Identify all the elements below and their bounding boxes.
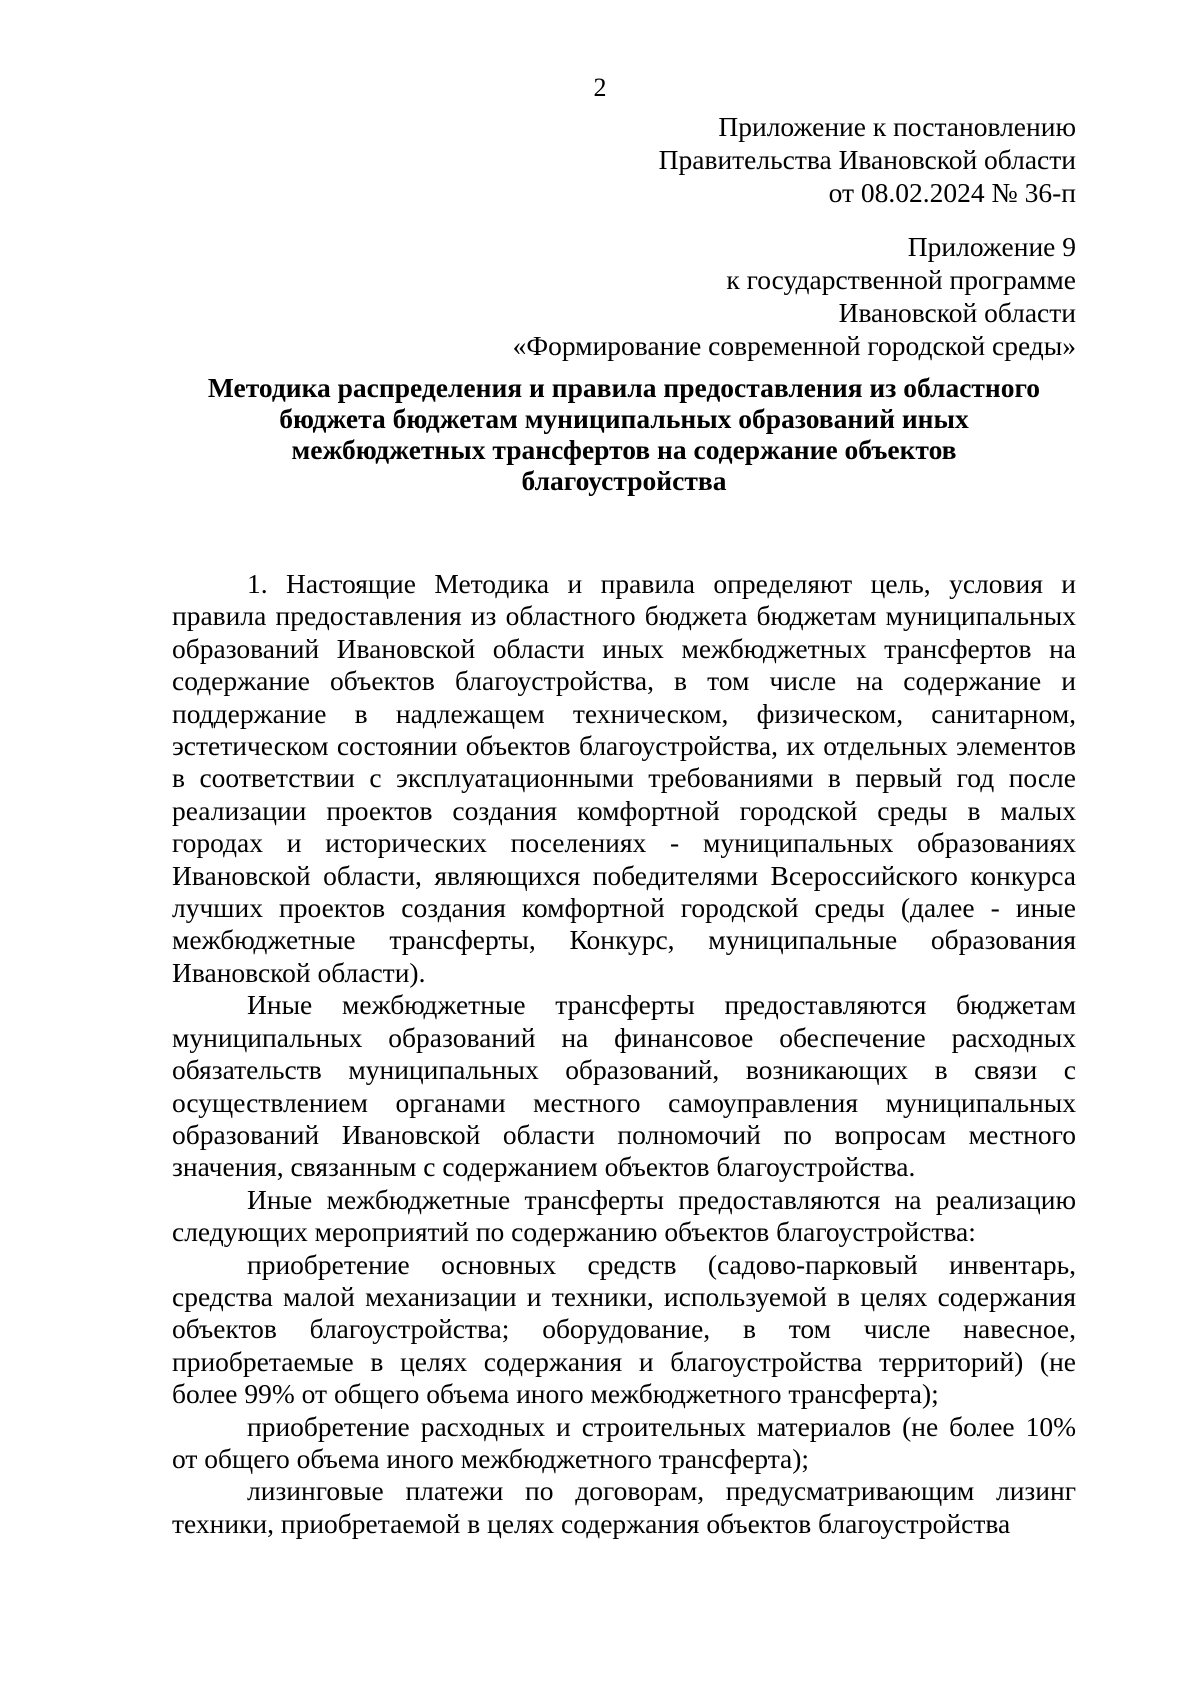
resolution-appendix-header <box>659 110 1076 209</box>
document-title <box>172 372 1076 496</box>
document-title-line: бюджета бюджетам муниципальных образований иных <box>279 403 969 434</box>
document-title-line: Методика распределения и правила предоставления из областного <box>207 372 1041 403</box>
body-paragraph: приобретение основных средств (садово-парковый инвентарь, средства малой механизации и техники, используемой в целях содержания объектов благоустройства; оборудование, в том числе навесное, приобретаемые в целях содержания и благоустройства территорий) (не более 99% от общего объема иного межбюджетного трансферта); <box>172 1248 1076 1410</box>
program-appendix-line: «Формирование современной городской среды» <box>512 330 1076 361</box>
resolution-appendix-line: от 08.02.2024 № 36-п <box>828 177 1076 208</box>
resolution-appendix-line: Приложение к постановлению <box>718 111 1076 142</box>
program-appendix-header <box>513 230 1076 362</box>
resolution-appendix-line: Правительства Ивановской области <box>658 144 1076 175</box>
body-paragraph: Иные межбюджетные трансферты предоставляются бюджетам муниципальных образований на финансовое обеспечение расходных обязательств муниципальных образований, возникающих в связи с осуществлением органами местного самоуправления муниципальных образований Ивановской области полномочий по вопросам местного значения, связанным с содержанием объектов благоустройства. <box>172 989 1076 1183</box>
page-number: 2 <box>593 73 607 102</box>
document-title-line: благоустройства <box>521 465 727 496</box>
program-appendix-line: Ивановской области <box>838 297 1076 328</box>
program-appendix-line: Приложение 9 <box>907 231 1076 262</box>
document-title-line: межбюджетных трансфертов на содержание объектов <box>291 434 957 465</box>
body-paragraph: Иные межбюджетные трансферты предоставляются на реализацию следующих мероприятий по содержанию объектов благоустройства: <box>172 1183 1076 1248</box>
program-appendix-line: к государственной программе <box>726 264 1076 295</box>
body-paragraph: 1. Настоящие Методика и правила определяют цель, условия и правила предоставления из областного бюджета бюджетам муниципальных образований Ивановской области иных межбюджетных трансфертов на содержание объектов благоустройства, в том числе на содержание и поддержание в надлежащем техническом, физическом, санитарном, эстетическом состоянии объектов благоустройства, их отдельных элементов в соответствии с эксплуатационными требованиями в первый год после реализации проектов создания комфортной городской среды в малых городах и исторических поселениях - муниципальных образованиях Ивановской области, являющихся победителями Всероссийского конкурса лучших проектов создания комфортной городской среды (далее - иные межбюджетные трансферты, Конкурс, муниципальные образования Ивановской области). <box>172 568 1076 988</box>
body-paragraph: лизинговые платежи по договорам, предусматривающим лизинг техники, приобретаемой в целях содержания объектов благоустройства <box>172 1475 1076 1539</box>
body-paragraph: приобретение расходных и строительных материалов (не более 10% от общего объема иного межбюджетного трансферта); <box>172 1410 1076 1474</box>
document-body <box>172 568 1076 1540</box>
